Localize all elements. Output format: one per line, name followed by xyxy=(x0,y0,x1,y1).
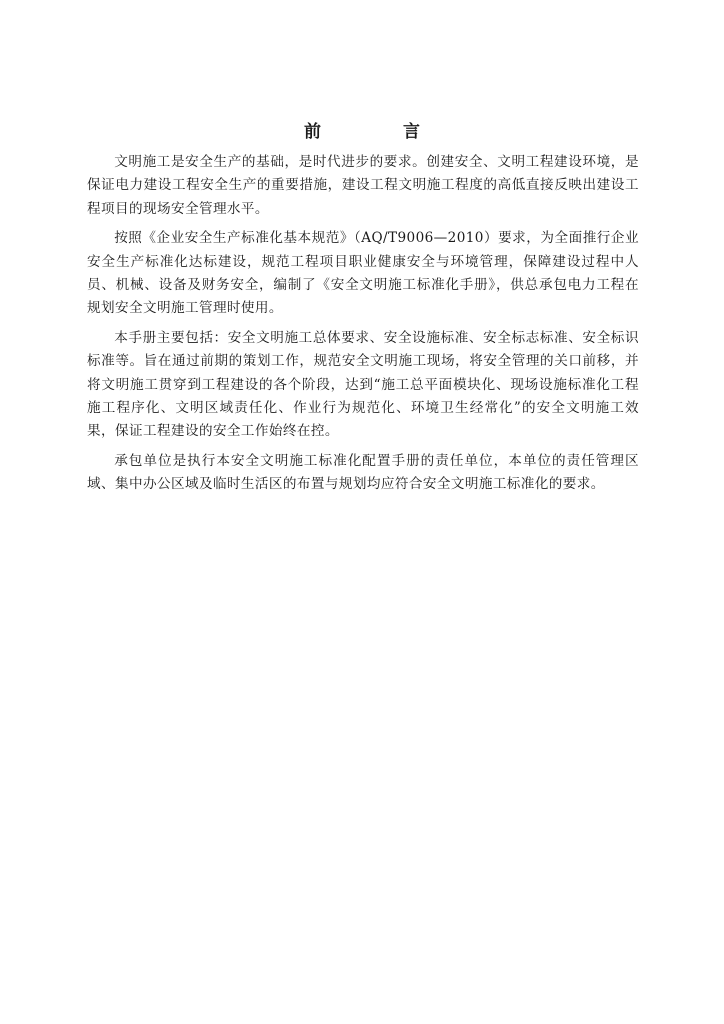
preface-body xyxy=(87,151,639,503)
page-title: 前 言 xyxy=(304,122,458,142)
paragraph-3: 本手册主要包括：安全文明施工总体要求、安全设施标准、安全标志标准、安全标识标准等。旨在通过前期的策划工作，规范安全文明施工现场，将安全管理的关口前移，并将文明施工贯穿到工程建设的各个阶段，达到“施工总平面模块化、现场设施标准化工程施工程序化、文明区域责任化、作业行为规范化、环境卫生经常化”的安全文明施工效果，保证工程建设的安全工作始终在控。 xyxy=(87,329,639,440)
paragraph-4: 承包单位是执行本安全文明施工标准化配置手册的责任单位，本单位的责任管理区域、集中办公区域及临时生活区的布置与规划均应符合安全文明施工标准化的要求。 xyxy=(87,452,639,493)
paragraph-2: 按照《企业安全生产标准化基本规范》（AQ/T9006—2010）要求，为全面推行企业安全生产标准化达标建设，规范工程项目职业健康安全与环境管理，保障建设过程中人员、机械、设备及财务安全，编制了《安全文明施工标准化手册》，供总承包电力工程在规划安全文明施工管理时使用。 xyxy=(87,230,639,317)
paragraph-1: 文明施工是安全生产的基础，是时代进步的要求。创建安全、文明工程建设环境，是保证电力建设工程安全生产的重要措施，建设工程文明施工程度的高低直接反映出建设工程项目的现场安全管理水平。 xyxy=(87,154,639,217)
